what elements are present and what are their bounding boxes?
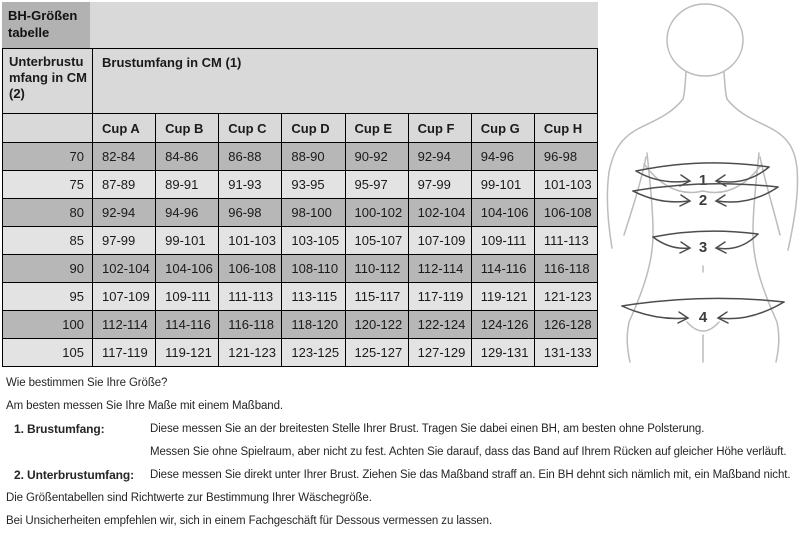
size-table [2,2,598,367]
size-table-body [3,142,597,366]
size-range-cell: 93-95 [281,170,344,198]
size-range-cell: 86-88 [218,142,281,170]
cup-header-cell: Cup G [471,113,534,142]
cup-header-cell: Cup C [218,113,281,142]
size-range-cell: 97-99 [408,170,471,198]
left-shoulder-arm [607,99,683,248]
size-range-cell: 121-123 [218,338,281,366]
cup-header-row [3,113,597,142]
note-text: Diese messen Sie direkt unter Ihrer Brust. Ziehen Sie das Maßband straff an. Ein BH dehnt sich nämlich mit, ein Maßband nicht. [150,469,791,481]
size-range-cell: 129-131 [471,338,534,366]
size-range-cell: 97-99 [92,226,155,254]
size-range-cell: 92-94 [92,198,155,226]
size-range-cell: 107-109 [92,282,155,310]
right-bust-curve [703,164,762,192]
notes-question: Wie bestimmen Sie Ihre Größe? [6,377,168,389]
size-range-cell: 119-121 [155,338,218,366]
cup-header-cell: Cup A [92,113,155,142]
col-header-cell: Brustumfang in CM (1) [92,49,597,113]
table-row [3,142,597,170]
table-row [3,226,597,254]
waist-band-right-arrow [717,234,758,249]
note-item-underbust [6,464,798,487]
notes-footer-1: Die Größentabellen sind Richtwerte zur Bestimmung Ihrer Wäschegröße. [6,492,372,504]
size-range-cell: 117-119 [92,338,155,366]
cup-header-spacer [3,113,92,142]
size-range-cell: 112-114 [408,254,471,282]
size-range-cell: 91-93 [218,170,281,198]
note-label-spacer [14,441,150,464]
table-row [3,170,597,198]
size-range-cell: 104-106 [155,254,218,282]
table-row [3,338,597,366]
size-range-cell: 118-120 [281,310,344,338]
underbust-band-cell: 75 [3,170,92,198]
size-range-cell: 121-123 [534,282,597,310]
underbust-band-right-arrowhead [716,195,726,206]
size-range-cell: 108-110 [281,254,344,282]
size-range-cell: 116-118 [534,254,597,282]
size-range-cell: 107-109 [408,226,471,254]
size-range-cell: 114-116 [155,310,218,338]
note-label-bust: 1. Brustumfang: [14,422,105,436]
table-row [3,310,597,338]
size-range-cell: 90-92 [345,142,408,170]
notes-section [6,372,798,533]
waist-band-number: 3 [698,239,708,256]
neck-right [724,72,727,99]
cup-header-cell: Cup D [281,113,344,142]
underbust-band-cell: 95 [3,282,92,310]
size-range-cell: 84-86 [155,142,218,170]
size-range-cell: 102-104 [408,198,471,226]
table-row [3,282,597,310]
table-row [3,198,597,226]
size-range-cell: 115-117 [345,282,408,310]
header-row [3,49,597,113]
hip-band-left-arrowhead [678,312,688,323]
hip-band-right-arrowhead [718,312,728,323]
hip-band-number: 4 [698,309,708,326]
size-range-cell: 104-106 [471,198,534,226]
hip-band-back-line [622,298,784,306]
size-range-cell: 99-101 [155,226,218,254]
size-range-cell: 112-114 [92,310,155,338]
size-range-cell: 98-100 [281,198,344,226]
size-range-cell: 131-133 [534,338,597,366]
table-row [3,254,597,282]
size-range-cell: 123-125 [281,338,344,366]
size-range-cell: 103-105 [281,226,344,254]
neck-left [683,72,686,99]
waist-band-back-line [653,231,758,237]
underbust-band-number: 2 [698,192,708,209]
size-range-cell: 95-97 [345,170,408,198]
note-item-bust-1 [6,418,798,441]
bust-band-left-arrow [636,171,689,182]
size-range-cell: 100-102 [345,198,408,226]
head-outline [667,4,743,76]
size-range-cell: 114-116 [471,254,534,282]
note-text: Diese messen Sie an der breitesten Stelle Ihrer Brust. Tragen Sie dabei einen BH, am besten ohne Polsterung. [150,423,705,435]
size-range-cell: 106-108 [534,198,597,226]
underbust-band-cell: 90 [3,254,92,282]
left-torso-leg [627,153,653,362]
underbust-band-cell: 100 [3,310,92,338]
underbust-band-left-arrowhead [680,195,690,206]
size-range-cell: 122-124 [408,310,471,338]
size-range-cell: 94-96 [155,198,218,226]
size-range-cell: 101-103 [218,226,281,254]
underbust-band-cell: 70 [3,142,92,170]
size-range-cell: 99-101 [471,170,534,198]
size-range-cell: 110-112 [345,254,408,282]
hip-band [622,298,784,326]
size-range-cell: 119-121 [471,282,534,310]
bust-band-number: 1 [698,172,708,189]
cup-header-cell: Cup B [155,113,218,142]
cup-header-cell: Cup F [408,113,471,142]
underbust-band-cell: 85 [3,226,92,254]
size-range-cell: 96-98 [218,198,281,226]
notes-intro: Am besten messen Sie Ihre Maße mit einem Maßband. [6,400,283,412]
size-range-cell: 102-104 [92,254,155,282]
size-range-cell: 111-113 [534,226,597,254]
underbust-band-cell: 80 [3,198,92,226]
size-range-cell: 87-89 [92,170,155,198]
size-range-cell: 120-122 [345,310,408,338]
size-range-cell: 88-90 [281,142,344,170]
waist-band [653,231,758,256]
size-range-cell: 89-91 [155,170,218,198]
waist-band-left-arrow [653,237,689,248]
size-range-cell: 126-128 [534,310,597,338]
size-range-cell: 101-103 [534,170,597,198]
size-range-cell: 113-115 [281,282,344,310]
size-range-cell: 111-113 [218,282,281,310]
underbust-band-left-arrow [633,191,689,202]
size-range-cell: 109-111 [155,282,218,310]
waist-band-right-arrowhead [716,242,726,253]
underbust-band-cell: 105 [3,338,92,366]
size-range-cell: 105-107 [345,226,408,254]
measurement-figure [600,0,800,380]
banner-spacer [90,2,598,48]
size-range-cell: 82-84 [92,142,155,170]
row-header-cell: Unterbrustumfang in CM (2) [3,49,92,113]
size-range-cell: 125-127 [345,338,408,366]
size-range-cell: 117-119 [408,282,471,310]
size-range-cell: 94-96 [471,142,534,170]
size-range-cell: 92-94 [408,142,471,170]
table-banner [2,2,598,48]
cup-header-cell: Cup H [534,113,597,142]
bust-band-back-line [636,163,769,171]
size-range-cell: 106-108 [218,254,281,282]
size-range-cell: 127-129 [408,338,471,366]
size-range-cell: 116-118 [218,310,281,338]
size-range-cell: 109-111 [471,226,534,254]
page-title: BH-Größen tabelle [2,2,90,48]
note-label-underbust: 2. Unterbrustumfang: [14,468,135,482]
size-range-cell: 124-126 [471,310,534,338]
notes-footer-2: Bei Unsicherheiten empfehlen wir, sich in einem Fachgeschäft für Dessous vermessen zu lassen. [6,515,493,527]
cup-header-cell: Cup E [345,113,408,142]
right-shoulder-arm [727,99,798,250]
note-text: Messen Sie ohne Spielraum, aber nicht zu fest. Achten Sie darauf, dass das Band auf Ihrem Rücken auf gleicher Höhe verläuft. [150,446,787,458]
note-item-bust-2 [6,441,798,464]
size-range-cell: 96-98 [534,142,597,170]
